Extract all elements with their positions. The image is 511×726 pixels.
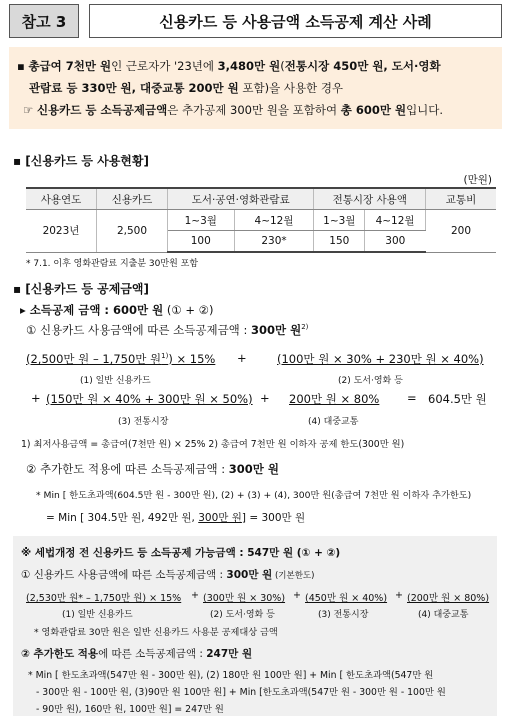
- spending-detail: 전통시장 450만 원, 도서·영화: [284, 59, 441, 73]
- total-line: [20, 302, 213, 318]
- deduction-notes: 1) 최저사용금액 = 총급여(7천만 원) × 25% 2) 총급여 7천만 원 이하자 공제 한도(300만 원): [21, 439, 405, 450]
- total-formula: (① + ②): [163, 303, 214, 317]
- summary-text: (: [280, 59, 285, 73]
- equals-sign: =: [407, 391, 417, 405]
- s2-value: 300만 원: [228, 462, 279, 476]
- reform-formula-4: (200만 원 × 80%): [407, 593, 490, 604]
- total-value: 600만 원: [113, 303, 164, 317]
- reform-formula-2: (300만 원 × 30%): [203, 593, 286, 604]
- reform-s2: ② 추가한도 적용: [21, 648, 99, 660]
- reform-min-3: - 90만 원), 160만 원, 100만 원] = 247만 원: [36, 704, 224, 715]
- cell-year: 2023년: [26, 210, 97, 253]
- reform-caption-1: (1) 일반 신용카드: [62, 610, 133, 620]
- s2-result-line: [46, 510, 305, 525]
- plus-sign: +: [31, 391, 41, 405]
- sub-4-12: 4~12월: [234, 210, 314, 231]
- caption-3: (3) 전통시장: [118, 417, 169, 427]
- reform-note: * 영화관람료 30만 원은 일반 신용카드 사용분 공제대상 금액: [34, 627, 278, 638]
- reform-min-2: - 300만 원 - 100만 원, (3)90만 원 100만 원] + Min [한도초과액(547만 원 - 300만 원 - 100만 원: [36, 687, 446, 698]
- summary-text: 포함)을 사용한 경우: [238, 81, 344, 95]
- unit-label: (만원): [463, 174, 492, 186]
- reform-formula-1: (2,530만 원* – 1,750만 원) × 15%: [26, 593, 182, 604]
- deduction-heading: ▪ [신용카드 등 공제금액]: [13, 282, 149, 296]
- s1-sup: 2): [301, 323, 309, 332]
- reference-badge: 참고 3: [9, 4, 79, 38]
- formula-1a: [26, 351, 215, 367]
- s2-min-line: * Min [ 한도초과액(604.5만 원 - 300만 원), (2) + (3) + (4), 300만 원(총급여 7천만 원 이하자 추가한도): [36, 490, 472, 501]
- plus-sign: +: [237, 351, 247, 365]
- plus-sign: +: [293, 590, 301, 601]
- formula-text: (2,500만 원 – 1,750만 원: [26, 352, 162, 366]
- formula-1b: (100만 원 × 30% + 230만 원 × 40%): [277, 352, 484, 366]
- formula-2-result: 604.5만 원: [428, 392, 487, 406]
- sub-1-3: 1~3월: [168, 210, 235, 231]
- plus-sign: +: [260, 391, 270, 405]
- col-year: 사용연도: [26, 188, 97, 210]
- s2-title: ② 추가한도 적용에 따른 소득공제금액 :: [26, 462, 229, 476]
- col-transit: 교통비: [426, 188, 497, 210]
- reform-caption-2: (2) 도서·영화 등: [210, 610, 275, 620]
- deduction-label: 신용카드 등 소득공제금액: [36, 103, 168, 117]
- sub-1-3: 1~3월: [314, 210, 365, 231]
- total-label: ▸ 소득공제 금액 :: [20, 303, 114, 317]
- deduction-total: 총 600만 원: [340, 103, 407, 117]
- reform-s2-line: [21, 646, 252, 661]
- s2-result-underlined: 300만 원: [198, 512, 242, 524]
- col-card: 신용카드: [97, 188, 168, 210]
- reform-s1-value: 300만 원: [226, 569, 273, 581]
- s1-title-line: [26, 322, 308, 338]
- reform-s2-value: 247만 원: [206, 648, 253, 660]
- usage-heading: ▪ [신용카드 등 사용현황]: [13, 154, 149, 168]
- col-book: 도서·공연·영화관람료: [168, 188, 314, 210]
- formula-sup: 1): [161, 352, 169, 361]
- plus-sign: +: [395, 590, 403, 601]
- reform-s1-line: [21, 567, 314, 582]
- usage-table: [26, 187, 496, 253]
- summary-text: 인 근로자가 '23년에: [111, 59, 218, 73]
- cell-transit: 200: [426, 210, 497, 253]
- s2-title-line: [26, 461, 279, 477]
- cell-book-1-3: 100: [168, 231, 235, 253]
- page-title: 신용카드 등 사용금액 소득공제 계산 사례: [89, 4, 502, 38]
- formula-text: ) × 15%: [168, 352, 216, 366]
- caption-2: (2) 도서·영화 등: [338, 376, 403, 386]
- formula-2b: 200만 원 × 80%: [289, 392, 380, 406]
- spending-total: 3,480만 원: [217, 59, 281, 73]
- cell-book-4-12: 230*: [234, 231, 314, 253]
- cell-market-4-12: 300: [365, 231, 426, 253]
- usage-footnote: * 7.1. 이후 영화관람료 지출분 30만원 포함: [26, 259, 199, 269]
- plus-sign: +: [191, 590, 199, 601]
- summary-line-3: [17, 99, 494, 121]
- bullet: ▪: [17, 59, 29, 73]
- reform-s1: ① 신용카드 사용금액에 따른 소득공제금액 :: [21, 569, 227, 581]
- reform-caption-3: (3) 전통시장: [318, 610, 369, 620]
- summary-text: 은 추가공제 300만 원을 포함하여: [167, 103, 341, 117]
- summary-box: [9, 47, 502, 129]
- cell-market-1-3: 150: [314, 231, 365, 253]
- reform-formula-3: (450만 원 × 40%): [305, 593, 388, 604]
- s1-title: ① 신용카드 사용금액에 따른 소득공제금액 :: [26, 323, 251, 337]
- summary-text: 입니다.: [406, 103, 444, 117]
- summary-line-2: [17, 77, 494, 99]
- summary-line-1: [17, 55, 494, 77]
- col-market: 전통시장 사용액: [314, 188, 426, 210]
- reform-heading: ※ 세법개정 전 신용카드 등 소득공제 가능금액 : 547만 원 (① + ②): [21, 547, 341, 559]
- caption-1: (1) 일반 신용카드: [80, 376, 151, 386]
- reform-s2-rest: 에 따른 소득공제금액 :: [98, 648, 207, 660]
- reform-caption-4: (4) 대중교통: [418, 610, 469, 620]
- reform-min-1: * Min [ 한도초과액(547만 원 - 300만 원), (2) 180만 원 100만 원] + Min [ 한도초과액(547만 원: [28, 670, 434, 681]
- salary-text: 총급여 7천만 원: [28, 59, 112, 73]
- s2-result-text: = Min [ 304.5만 원, 492만 원,: [46, 512, 199, 524]
- title-row: [9, 4, 502, 38]
- s1-value: 300만 원: [250, 323, 302, 337]
- spending-detail-2: 관람료 등 330만 원, 대중교통 200만 원: [29, 81, 239, 95]
- s2-result-text: ] = 300만 원: [241, 512, 306, 524]
- caption-4: (4) 대중교통: [308, 417, 359, 427]
- formula-2a: (150만 원 × 40% + 300만 원 × 50%): [46, 392, 253, 406]
- cell-card: 2,500: [97, 210, 168, 253]
- pointing-hand-icon: ☞: [23, 103, 37, 117]
- sub-4-12: 4~12월: [365, 210, 426, 231]
- reform-s1-note: (기본한도): [272, 571, 315, 581]
